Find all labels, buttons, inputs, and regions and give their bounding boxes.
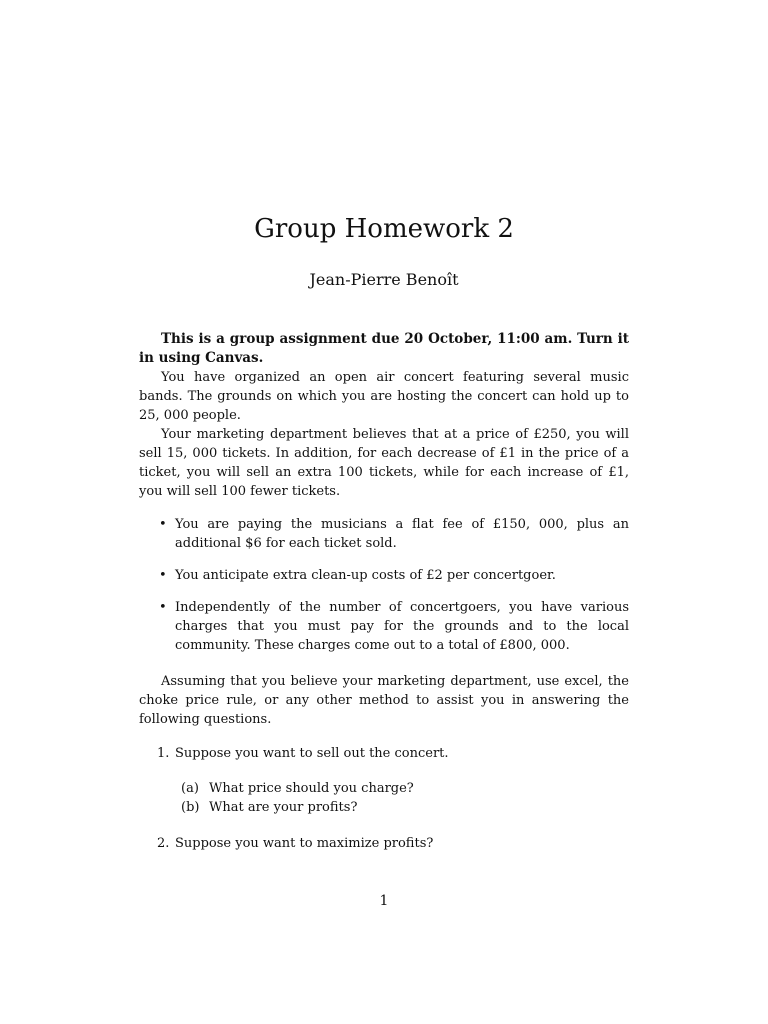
- question-item: [139, 744, 629, 817]
- question-item: [139, 834, 629, 853]
- list-item-text: Independently of the number of concertgoers, you have various charges that you must pay for the grounds and to the local community. These charges come out to a total of £800, 000.: [175, 600, 629, 653]
- subquestion-label: (a): [181, 781, 199, 796]
- list-item-text: You are paying the musicians a flat fee of £150, 000, plus an additional $6 for each ticket sold.: [175, 517, 629, 551]
- marketing-paragraph: Your marketing department believes that at a price of £250, you will sell 15, 000 tickets. In addition, for each decrease of £1 in the price of a ticket, you will sell an extra 100 tickets, while for each increase of £1, you will sell 100 fewer tickets.: [139, 427, 629, 499]
- cost-list: [139, 515, 629, 655]
- document-title: Group Homework 2: [254, 214, 514, 244]
- question-number: 2.: [157, 836, 170, 851]
- bullet-icon: •: [159, 568, 167, 583]
- intro-paragraph: You have organized an open air concert featuring several music bands. The grounds on which you are hosting the concert can hold up to 25, 000 people.: [139, 370, 629, 423]
- list-item: [139, 566, 629, 585]
- subquestion-item: [175, 798, 629, 817]
- list-item-text: You anticipate extra clean-up costs of £2 per concertgoer.: [175, 568, 556, 583]
- list-item: [139, 515, 629, 553]
- question-text: Suppose you want to maximize profits?: [175, 836, 434, 851]
- subquestion-list: [175, 779, 629, 817]
- question-text: Suppose you want to sell out the concert.: [175, 746, 449, 761]
- document-body: [139, 330, 629, 853]
- bullet-icon: •: [159, 600, 167, 615]
- subquestion-text: What price should you charge?: [209, 781, 414, 796]
- question-list: [139, 744, 629, 853]
- list-item: [139, 598, 629, 655]
- instructions-paragraph: Assuming that you believe your marketing department, use excel, the choke price rule, or any other method to assist you in answering the following questions.: [139, 674, 629, 727]
- page-number: 1: [379, 893, 389, 909]
- subquestion-item: [175, 779, 629, 798]
- author-name: Jean-Pierre Benoît: [309, 270, 459, 289]
- assignment-notice: This is a group assignment due 20 October, 11:00 am. Turn it in using Canvas.: [139, 331, 629, 366]
- subquestion-label: (b): [181, 800, 200, 815]
- bullet-icon: •: [159, 517, 167, 532]
- subquestion-text: What are your profits?: [209, 800, 358, 815]
- question-number: 1.: [157, 746, 170, 761]
